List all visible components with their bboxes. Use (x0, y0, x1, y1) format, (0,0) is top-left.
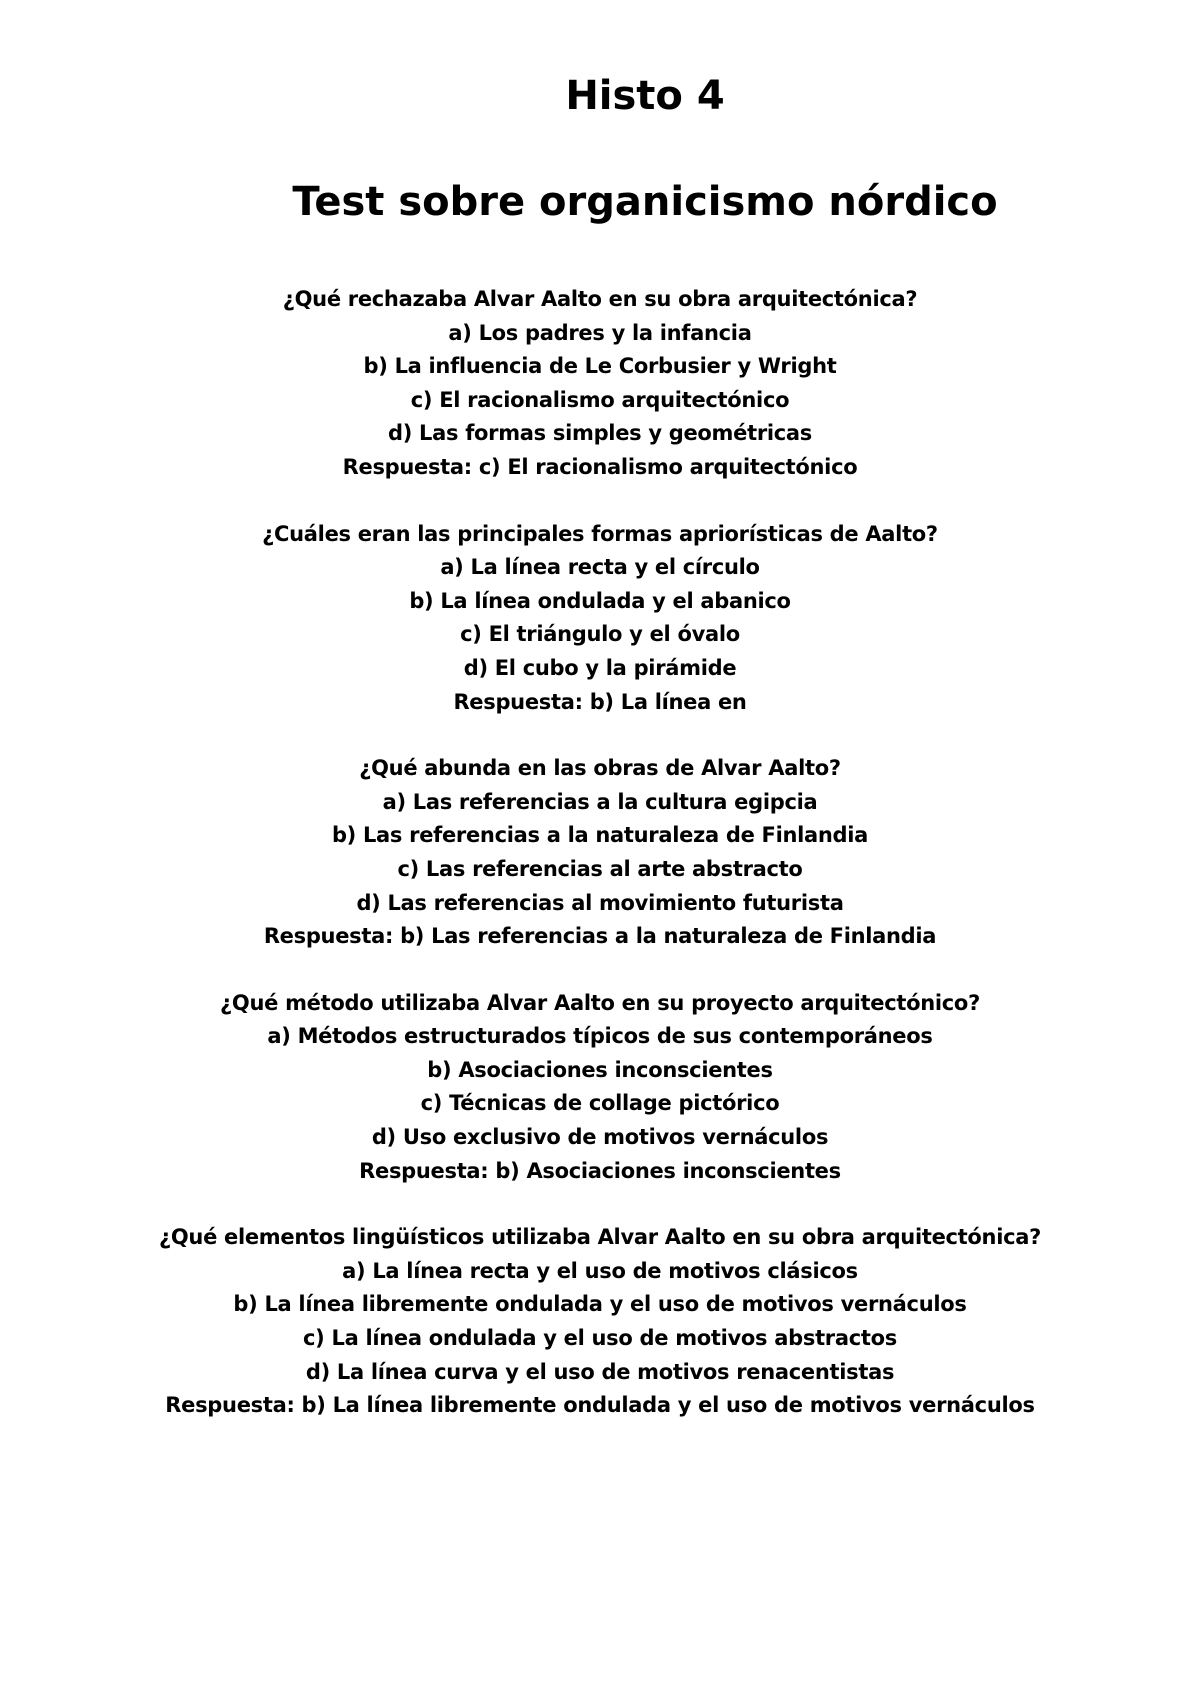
option-c: c) El racionalismo arquitectónico (410, 387, 790, 412)
option-c: c) Las referencias al arte abstracto (397, 856, 803, 881)
question-text: ¿Qué abunda en las obras de Alvar Aalto? (359, 756, 841, 781)
option-a: a) La línea recta y el círculo (440, 555, 760, 580)
question-list (0, 283, 1200, 1456)
option-a: a) Las referencias a la cultura egipcia (382, 789, 818, 814)
option-c: c) Técnicas de collage pictórico (420, 1091, 780, 1116)
question-text: ¿Qué método utilizaba Alvar Aalto en su proyecto arquitectónico? (220, 990, 980, 1015)
option-d: d) El cubo y la pirámide (463, 655, 737, 680)
option-a: a) La línea recta y el uso de motivos clásicos (342, 1258, 858, 1283)
answer-text: Respuesta: c) El racionalismo arquitectónico (342, 454, 858, 479)
question-text: ¿Cuáles eran las principales formas apriorísticas de Aalto? (262, 521, 938, 546)
document-title: Histo 4 (565, 73, 725, 119)
option-d: d) Las formas simples y geométricas (388, 421, 812, 446)
question-text: ¿Qué elementos lingüísticos utilizaba Alvar Aalto en su obra arquitectónica? (158, 1225, 1041, 1250)
option-b: b) La línea libremente ondulada y el uso de motivos vernáculos (233, 1292, 967, 1317)
question-block-2 (0, 518, 1200, 720)
option-b: b) La línea ondulada y el abanico (409, 588, 791, 613)
question-block-1 (0, 283, 1200, 485)
option-b: b) La influencia de Le Corbusier y Wright (363, 354, 837, 379)
question-block-4 (0, 987, 1200, 1189)
option-a: a) Métodos estructurados típicos de sus contemporáneos (267, 1024, 933, 1049)
answer-text: Respuesta: b) La línea libremente ondulada y el uso de motivos vernáculos (165, 1393, 1035, 1418)
document-subtitle: Test sobre organicismo nórdico (292, 179, 998, 225)
answer-text: Respuesta: b) La línea en (453, 689, 747, 714)
option-c: c) La línea ondulada y el uso de motivos abstractos (303, 1326, 897, 1351)
question-block-3 (0, 752, 1200, 954)
option-d: d) La línea curva y el uso de motivos renacentistas (305, 1359, 895, 1384)
option-b: b) Las referencias a la naturaleza de Finlandia (331, 823, 869, 848)
answer-text: Respuesta: b) Las referencias a la naturaleza de Finlandia (263, 924, 937, 949)
question-text: ¿Qué rechazaba Alvar Aalto en su obra arquitectónica? (282, 287, 918, 311)
option-d: d) Uso exclusivo de motivos vernáculos (371, 1125, 829, 1150)
option-b: b) Asociaciones inconscientes (427, 1057, 773, 1082)
option-a: a) Los padres y la infancia (448, 320, 752, 345)
question-block-5 (0, 1221, 1200, 1423)
answer-text: Respuesta: b) Asociaciones inconscientes (359, 1158, 841, 1183)
option-c: c) El triángulo y el óvalo (460, 622, 740, 647)
option-d: d) Las referencias al movimiento futurista (356, 890, 844, 915)
